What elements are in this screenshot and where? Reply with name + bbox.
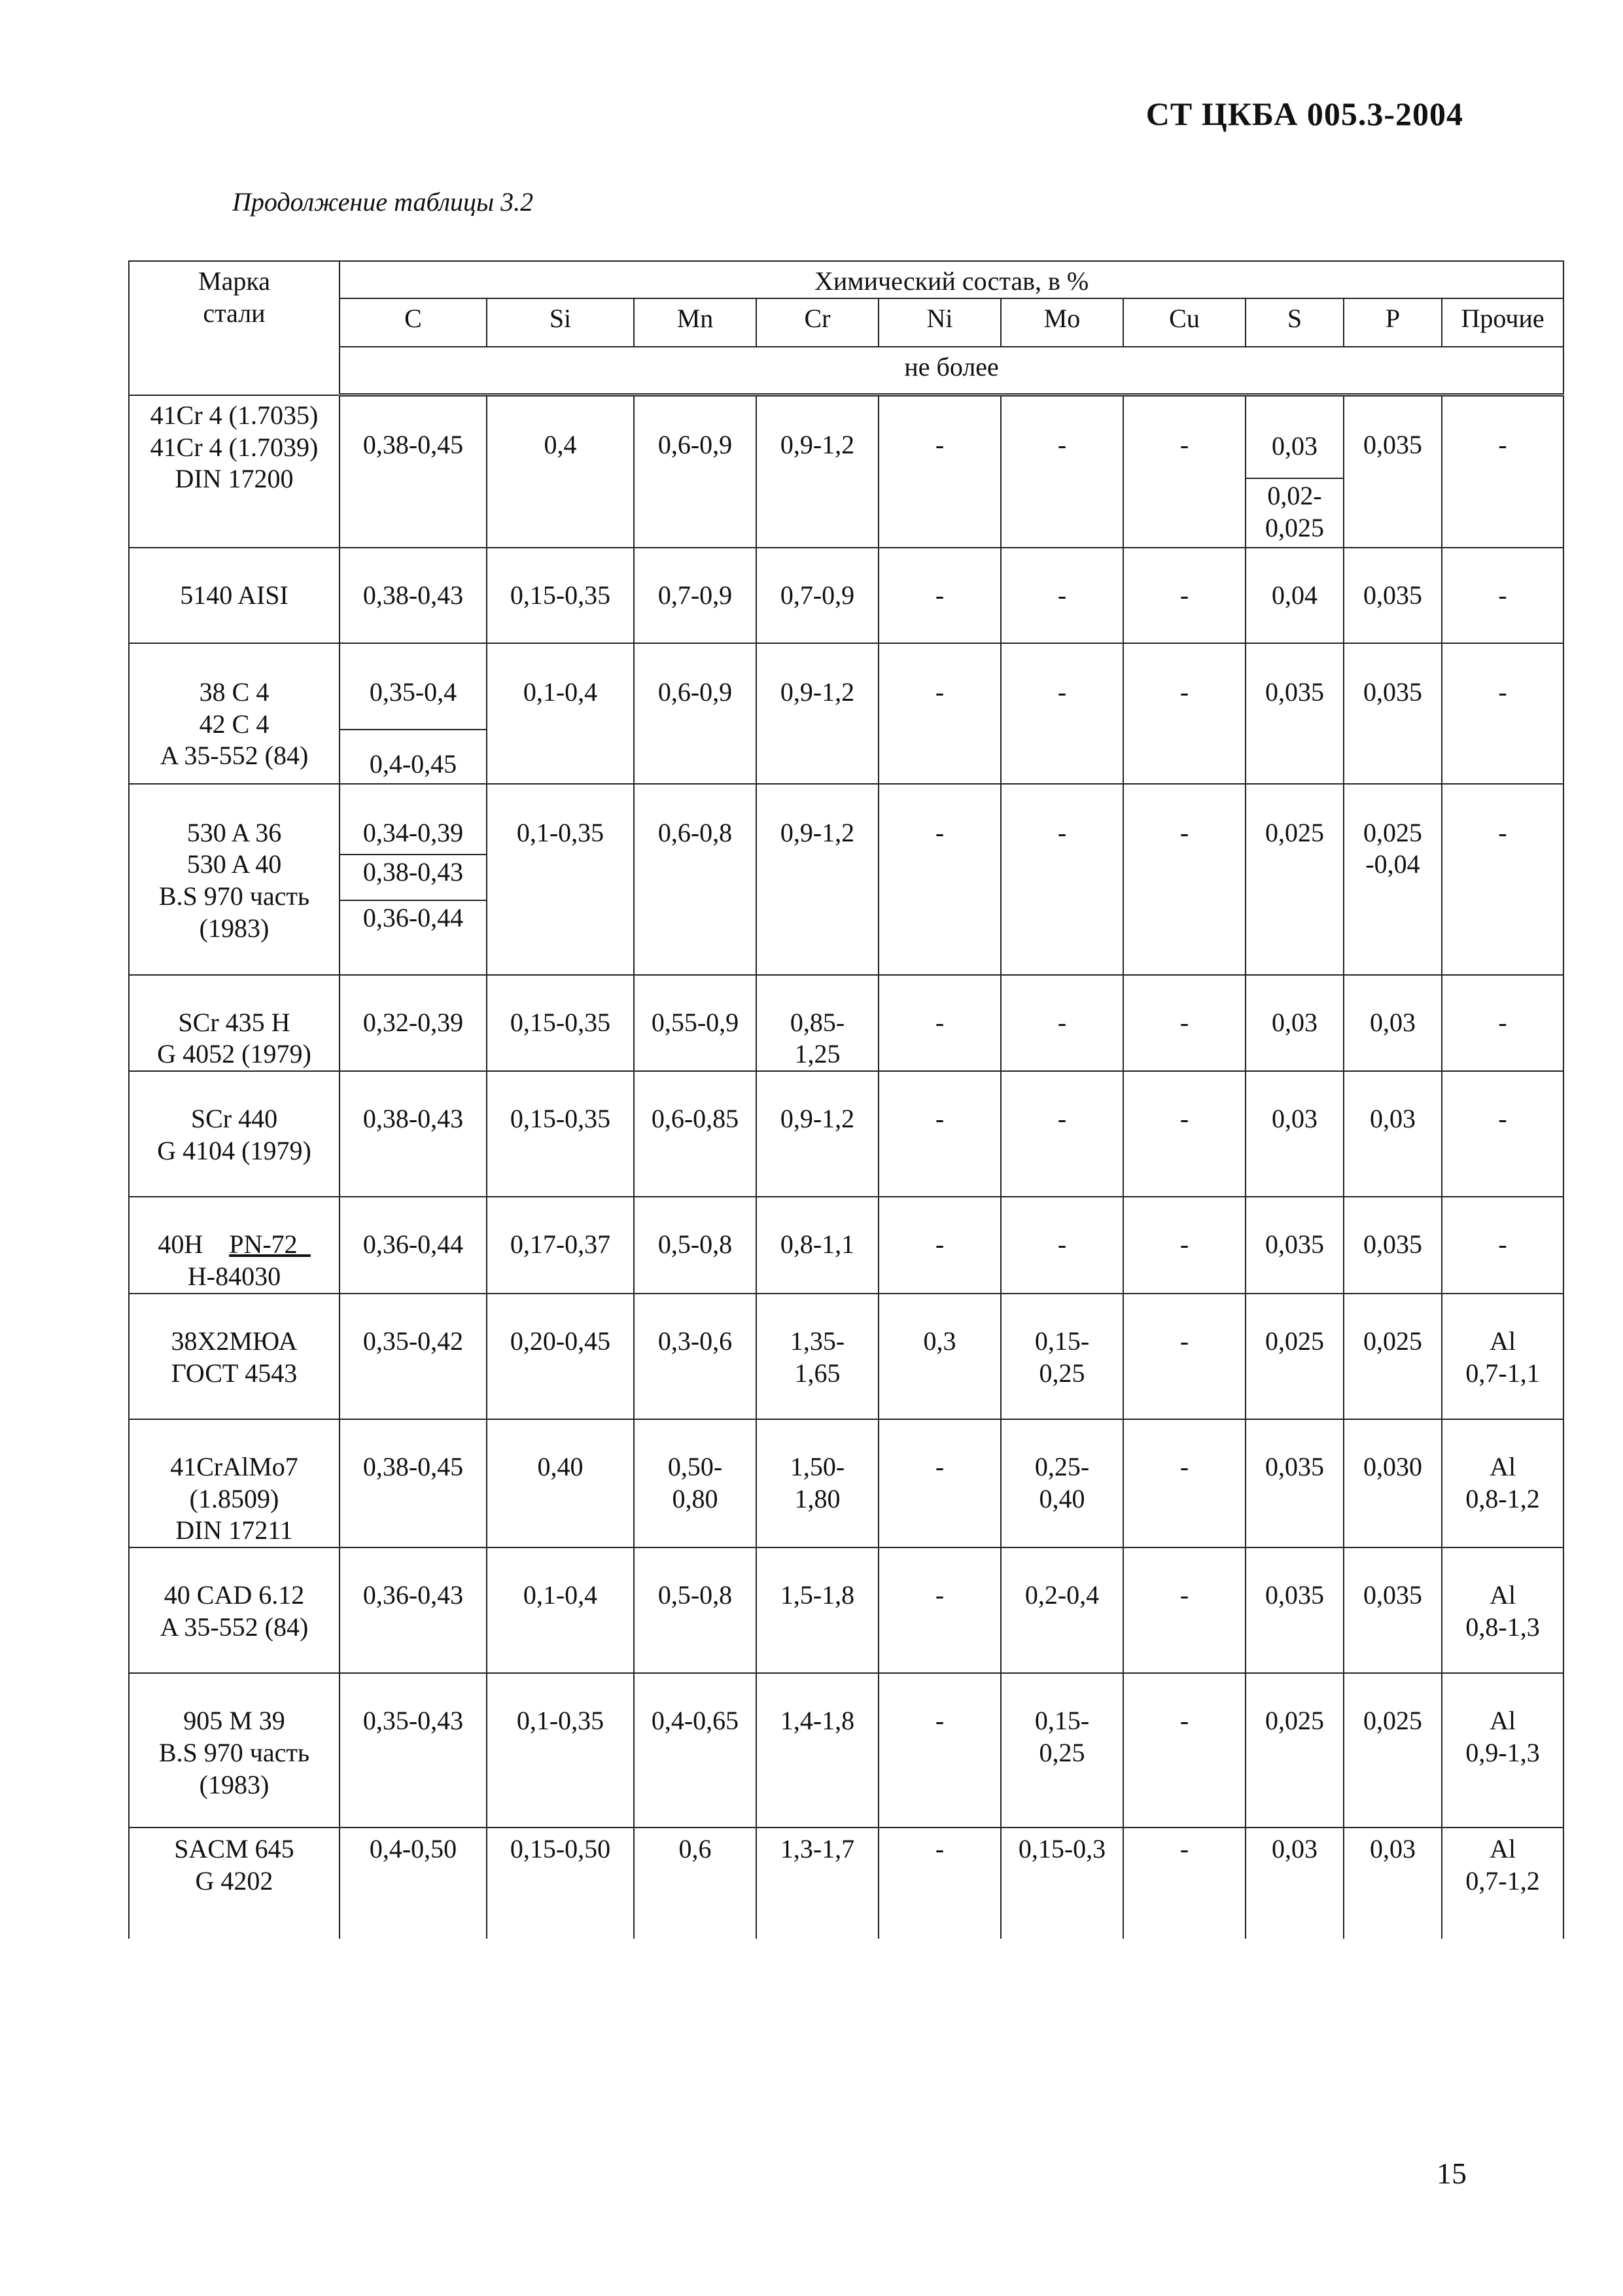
table-cell: - [1123,1547,1246,1673]
header-element: Ni [879,298,1001,347]
table-cell: 0,36-0,44 [340,900,486,937]
table-cell: 0,035 [1344,643,1442,784]
table-cell: Al 0,8-1,2 [1442,1419,1563,1547]
header-element: C [340,298,487,347]
table-cell: 0,9-1,2 [756,784,879,975]
table-cell: - [1123,1419,1246,1547]
table-cell: - [1123,1673,1246,1828]
header-element: Cu [1123,298,1246,347]
table-cell: 0,1-0,35 [487,1673,634,1828]
table-cell: 1,5-1,8 [756,1547,879,1673]
header-element: Si [487,298,634,347]
table-cell: 0,38-0,43 [340,854,486,900]
table-cell: - [1442,395,1563,548]
table-cell: - [1123,1828,1246,1939]
table-caption: Продолжение таблицы 3.2 [232,187,534,217]
table-cell: - [1123,1294,1246,1419]
table-cell: 0,38-0,45 [340,1419,487,1547]
split-cell [340,785,486,937]
table-cell: 0,15-0,50 [487,1828,634,1939]
table-cell: 0,03 [1344,1071,1442,1197]
table-cell: 1,35- 1,65 [756,1294,879,1419]
table-cell: 0,9-1,2 [756,643,879,784]
table-cell: 0,5-0,8 [634,1547,756,1673]
document-code: СТ ЦКБА 005.3-2004 [1145,96,1463,132]
table-cell: Al 0,7-1,1 [1442,1294,1563,1419]
header-limit-note: не более [340,347,1563,395]
table-cell: - [1123,548,1246,643]
table-cell: - [1001,975,1123,1072]
table-cell: 0,85- 1,25 [756,975,879,1072]
table-cell: 0,3-0,6 [634,1294,756,1419]
table-cell: - [1442,1197,1563,1294]
table-cell: 0,25- 0,40 [1001,1419,1123,1547]
table-cell: 0,55-0,9 [634,975,756,1072]
table-cell: - [1442,975,1563,1072]
header-element: S [1246,298,1344,347]
table-cell: - [1001,548,1123,643]
table-cell: 0,4-0,50 [340,1828,487,1939]
table-cell: 0,025 [1246,1294,1344,1419]
table-cell: 0,15- 0,25 [1001,1673,1123,1828]
table-cell: 0,36-0,43 [340,1547,487,1673]
table-cell: 0,9-1,2 [756,1071,879,1197]
table-cell: - [1123,1197,1246,1294]
table-cell: - [879,1071,1001,1197]
table-cell: 0,1-0,35 [487,784,634,975]
table-cell-grade: 5140 AISI [129,548,340,643]
table-cell: 0,035 [1344,1197,1442,1294]
table-cell: 0,4 [487,395,634,548]
header-element: Прочие [1442,298,1563,347]
table-cell: 0,50- 0,80 [634,1419,756,1547]
table-cell: 0,15-0,3 [1001,1828,1123,1939]
split-cell [1246,397,1343,547]
table-cell: - [879,643,1001,784]
table-cell-grade [129,1197,340,1294]
table-cell: Al 0,7-1,2 [1442,1828,1563,1939]
grade-standard: PN-72_ [229,1229,311,1260]
header-grade: Марка стали [129,261,340,395]
table-cell-grade: 38 C 4 42 C 4 A 35-552 (84) [129,643,340,784]
table-cell: 0,025 [1344,1673,1442,1828]
table-cell: 0,7-0,9 [756,548,879,643]
table-cell: 1,3-1,7 [756,1828,879,1939]
table-cell: - [879,784,1001,975]
table-cell-grade: 905 M 39 B.S 970 часть (1983) [129,1673,340,1828]
table-cell: 0,38-0,45 [340,395,487,548]
table-cell: 0,40 [487,1419,634,1547]
table-cell: 0,15- 0,25 [1001,1294,1123,1419]
table-cell: 0,20-0,45 [487,1294,634,1419]
header-element: Cr [756,298,879,347]
table-cell: 0,03 [1272,431,1318,461]
page-number: 15 [1437,2157,1467,2190]
chemical-composition-table [128,260,1564,1939]
grade-standard-number: H-84030 [187,1262,281,1292]
table-cell: - [1442,548,1563,643]
header-element: Mo [1001,298,1123,347]
table-cell-grade: 530 A 36 530 A 40 B.S 970 часть (1983) [129,784,340,975]
table-cell: - [879,395,1001,548]
table-cell: 0,02- 0,025 [1246,478,1343,547]
table-cell-grade: SACM 645 G 4202 [129,1828,340,1939]
table-cell: 0,6 [634,1828,756,1939]
table-cell: - [1001,784,1123,975]
table-cell: 0,025 [1246,1673,1344,1828]
table-cell: - [1123,975,1246,1072]
split-cell [340,644,486,783]
table-cell: 0,36-0,44 [340,1197,487,1294]
table-cell: 0,1-0,4 [487,643,634,784]
table-cell: 0,03 [1246,975,1344,1072]
table-cell: 0,03 [1344,975,1442,1072]
table-cell: - [1442,1071,1563,1197]
table-cell: 0,17-0,37 [487,1197,634,1294]
table-cell-grade: 41Cr 4 (1.7035) 41Cr 4 (1.7039) DIN 17200 [129,395,340,548]
table-cell: 0,9-1,2 [756,395,879,548]
table-cell: 0,6-0,9 [634,395,756,548]
table-cell: - [879,1828,1001,1939]
grade-name: 40H [158,1229,203,1260]
table-cell: - [879,1673,1001,1828]
table-cell-grade: 40 CAD 6.12 A 35-552 (84) [129,1547,340,1673]
table-cell: - [879,975,1001,1072]
table-cell: - [1123,784,1246,975]
table-cell: 0,38-0,43 [340,1071,487,1197]
table-cell: 0,6-0,8 [634,784,756,975]
table-cell: 0,34-0,39 [362,817,464,847]
table-cell: 0,4-0,45 [340,729,486,783]
table-cell: 0,35-0,43 [340,1673,487,1828]
table-cell-grade: 41CrAlMo7 (1.8509) DIN 17211 [129,1419,340,1547]
table-cell: 0,035 [1246,1197,1344,1294]
table-cell: 0,04 [1246,548,1344,643]
header-chemical-composition: Химический состав, в % [340,261,1563,298]
table-cell: 0,15-0,35 [487,548,634,643]
table-cell: 0,035 [1344,395,1442,548]
table-cell: 1,4-1,8 [756,1673,879,1828]
table-cell-grade: 38Х2МЮА ГОСТ 4543 [129,1294,340,1419]
table-cell: - [1001,1071,1123,1197]
table-cell: 0,7-0,9 [634,548,756,643]
table-cell: 0,6-0,85 [634,1071,756,1197]
table-cell: - [1123,395,1246,548]
table-cell: 1,50- 1,80 [756,1419,879,1547]
table-cell: - [1442,643,1563,784]
table-cell: 0,15-0,35 [487,1071,634,1197]
table-cell-grade: SCr 440 G 4104 (1979) [129,1071,340,1197]
table-cell: Al 0,9-1,3 [1442,1673,1563,1828]
table-cell: 0,35-0,4 [369,677,457,707]
table-cell: - [1442,784,1563,975]
table-cell: 0,5-0,8 [634,1197,756,1294]
table-cell: 0,025 [1246,784,1344,975]
table-cell: 0,8-1,1 [756,1197,879,1294]
table-cell: - [1001,643,1123,784]
table-cell: - [1123,643,1246,784]
table-cell: 0,03 [1246,1828,1344,1939]
table-cell: 0,4-0,65 [634,1673,756,1828]
table-cell: 0,2-0,4 [1001,1547,1123,1673]
table-cell: 0,035 [1246,1419,1344,1547]
table-cell: - [879,1547,1001,1673]
table-cell: 0,32-0,39 [340,975,487,1072]
table-cell: 0,38-0,43 [340,548,487,643]
table-cell: - [1001,1197,1123,1294]
table-cell: 0,15-0,35 [487,975,634,1072]
table-cell: 0,035 [1246,1547,1344,1673]
table-cell: 0,025 -0,04 [1344,784,1442,975]
header-element: P [1344,298,1442,347]
header-element: Mn [634,298,756,347]
table-cell-grade: SCr 435 H G 4052 (1979) [129,975,340,1072]
table-cell: 0,1-0,4 [487,1547,634,1673]
table-cell: 0,035 [1344,1547,1442,1673]
table-cell: 0,35-0,42 [340,1294,487,1419]
table-cell: - [879,1197,1001,1294]
table-cell: - [1123,1071,1246,1197]
table-cell: 0,3 [879,1294,1001,1419]
table-cell: - [1001,395,1123,548]
table-cell: 0,03 [1344,1828,1442,1939]
table-cell: 0,035 [1246,643,1344,784]
table-cell: 0,030 [1344,1419,1442,1547]
table-cell: Al 0,8-1,3 [1442,1547,1563,1673]
table-cell: 0,03 [1246,1071,1344,1197]
table-cell: 0,6-0,9 [634,643,756,784]
table-cell: 0,025 [1344,1294,1442,1419]
table-cell: - [879,548,1001,643]
table-cell: 0,035 [1344,548,1442,643]
table-cell: - [879,1419,1001,1547]
